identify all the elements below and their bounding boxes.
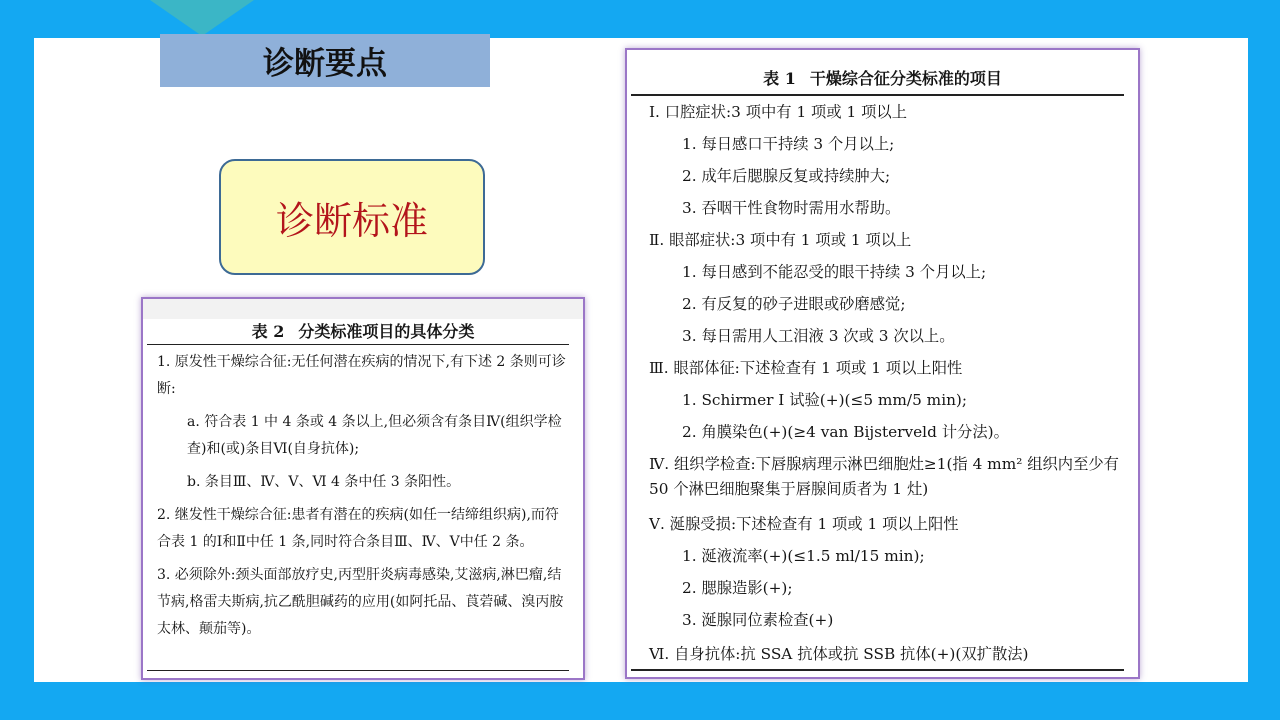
table2-paragraph: 1. 原发性干燥综合征:无任何潜在疾病的情况下,有下述 2 条则可诊断: [157, 354, 566, 397]
table1-row: Ⅰ. 口腔症状:3 项中有 1 项或 1 项以上 [649, 103, 907, 121]
table1-row: Ⅳ. 组织学检查:下唇腺病理示淋巴细胞灶≥1(指 4 mm² 组织内至少有 50 个淋巴细胞聚集于唇腺间质者为 1 灶) [649, 455, 1119, 498]
table1-caption [627, 66, 1138, 89]
table1-row: 2. 有反复的砂子进眼或砂磨感觉; [682, 295, 906, 313]
table2-bottom-rule [147, 670, 569, 671]
table1-row: 1. Schirmer Ⅰ 试验(+)(≤5 mm/5 min); [682, 391, 968, 409]
table1-row: 1. 每日感到不能忍受的眼干持续 3 个月以上; [682, 263, 987, 281]
table2-top-rule [147, 344, 569, 345]
table1-row: Ⅱ. 眼部症状:3 项中有 1 项或 1 项以上 [649, 231, 912, 249]
table1-row: 1. 涎液流率(+)(≤1.5 ml/15 min); [682, 547, 925, 565]
table2-header-band [143, 299, 583, 319]
header-tab-triangle [150, 0, 254, 36]
table1-image [625, 48, 1140, 679]
table1-title: 干燥综合征分类标准的项目 [809, 69, 1002, 88]
criteria-label: 诊断标准 [275, 198, 428, 243]
table2-title: 分类标准项目的具体分类 [298, 322, 475, 341]
slide-title: 诊断要点 [263, 46, 387, 82]
table1-row: 1. 每日感口干持续 3 个月以上; [682, 135, 895, 153]
table1-row: 3. 每日需用人工泪液 3 次或 3 次以上。 [682, 327, 955, 345]
table1-row: 3. 吞咽干性食物时需用水帮助。 [682, 199, 901, 217]
table2-paragraph: a. 符合表 1 中 4 条或 4 条以上,但必须含有条目Ⅳ(组织学检查)和(或)条目Ⅵ(自身抗体); [187, 414, 562, 457]
table1-row: 3. 涎腺同位素检查(+) [682, 611, 834, 629]
table1-row: Ⅲ. 眼部体征:下述检查有 1 项或 1 项以上阳性 [649, 359, 963, 377]
title-bar [160, 34, 490, 87]
criteria-callout [219, 159, 485, 275]
table2-paragraph: 3. 必须除外:颈头面部放疗史,丙型肝炎病毒感染,艾滋病,淋巴瘤,结节病,格雷夫斯病,抗乙酰胆碱药的应用(如阿托品、莨菪碱、溴丙胺太林、颠茄等)。 [157, 567, 564, 637]
table1-row: 2. 成年后腮腺反复或持续肿大; [682, 167, 891, 185]
table2-number: 表 2 [251, 322, 285, 341]
table1-row: Ⅴ. 涎腺受损:下述检查有 1 项或 1 项以上阳性 [649, 515, 959, 533]
table1-row: 2. 角膜染色(+)(≥4 van Bijsterveld 计分法)。 [682, 423, 1009, 441]
table1-row: Ⅵ. 自身抗体:抗 SSA 抗体或抗 SSB 抗体(+)(双扩散法) [649, 645, 1029, 663]
table2-caption [143, 319, 583, 342]
table2-body [157, 349, 569, 649]
table2-image [141, 297, 585, 680]
table2-paragraph: 2. 继发性干燥综合征:患者有潜在的疾病(如任一结缔组织病),而符合表 1 的Ⅰ和Ⅱ中任 1 条,同时符合条目Ⅲ、Ⅳ、Ⅴ中任 2 条。 [157, 507, 559, 550]
table1-number: 表 1 [763, 69, 796, 88]
table1-bottom-rule [631, 669, 1124, 671]
table2-paragraph: b. 条目Ⅲ、Ⅳ、Ⅴ、Ⅵ 4 条中任 3 条阳性。 [187, 474, 461, 490]
table1-row: 2. 腮腺造影(+); [682, 579, 793, 597]
